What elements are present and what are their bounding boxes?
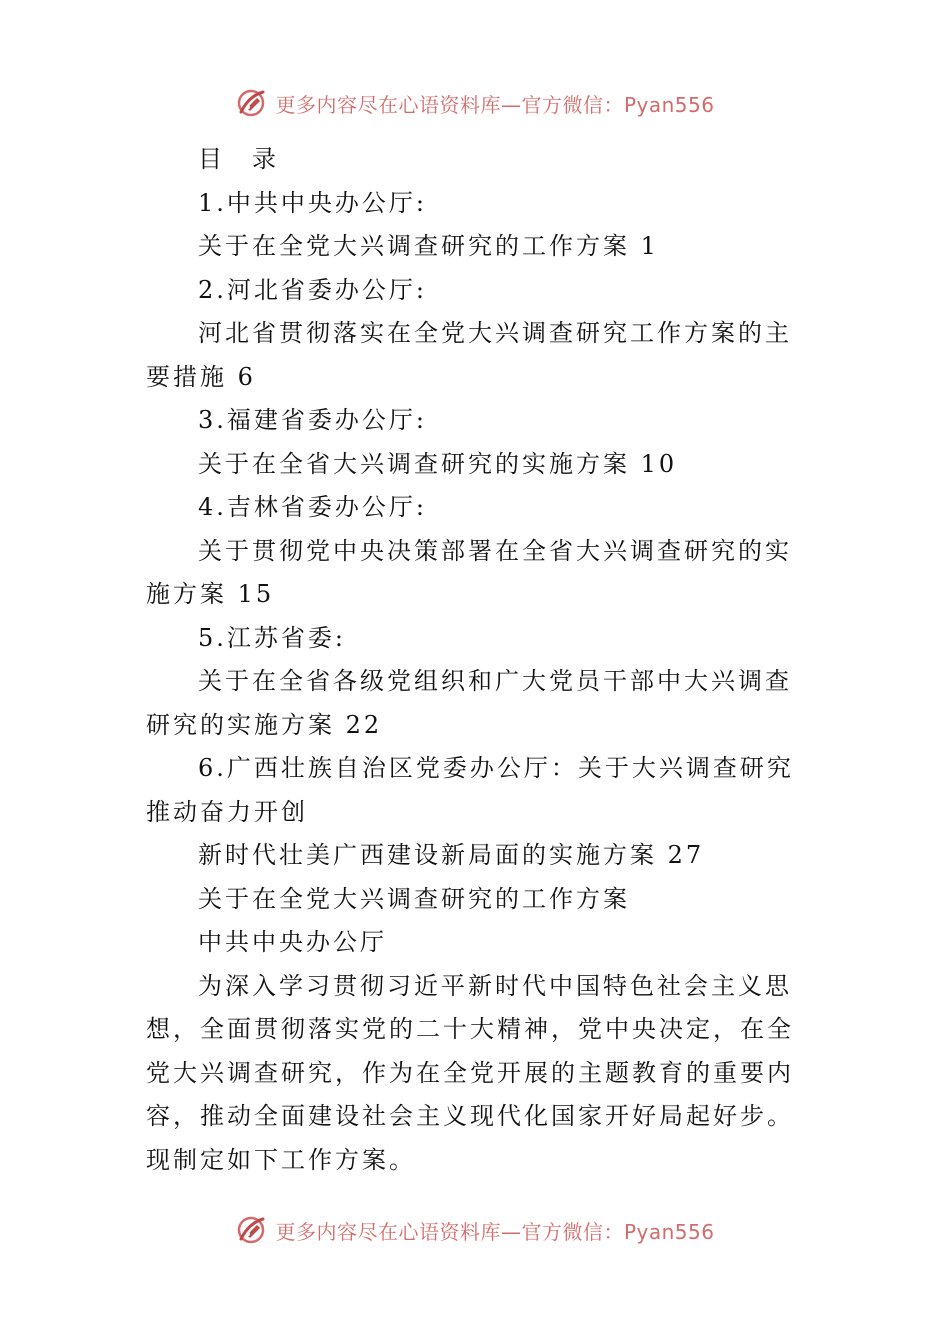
- watermark-text: 更多内容尽在心语资料库—官方微信：Pyan556: [275, 1219, 715, 1244]
- article-paragraph: 为深入学习贯彻习近平新时代中国特色社会主义思想，全面贯彻落实党的二十大精神，党中央决定，在全党大兴调查研究，作为在全党开展的主题教育的重要内容，推动全面建设社会主义现代化国家开好局起好步。现制定如下工作方案。: [146, 971, 794, 1174]
- toc-item-6-line1: 6.广西壮族自治区党委办公厅：关于大兴调查研究推动奋力开创: [146, 754, 794, 826]
- toc-item-6-line2: 新时代壮美广西建设新局面的实施方案 27: [198, 841, 705, 869]
- watermark-text: 更多内容尽在心语资料库—官方微信：Pyan556: [275, 92, 715, 117]
- toc-item-1-org: 1.中共中央办公厅:: [198, 188, 427, 217]
- pen-swirl-logo-icon: [235, 1213, 269, 1247]
- toc-item-5-org: 5.江苏省委:: [198, 623, 346, 652]
- toc-item-5-title: 关于在全省各级党组织和广大党员干部中大兴调查研究的实施方案 22: [146, 667, 792, 739]
- document-body: [146, 138, 806, 1182]
- article-title: 关于在全党大兴调查研究的工作方案: [198, 884, 630, 913]
- toc-item-1-title: 关于在全党大兴调查研究的工作方案 1: [198, 232, 659, 260]
- toc-item-4-title: 关于贯彻党中央决策部署在全省大兴调查研究的实施方案 15: [146, 536, 792, 608]
- toc-heading: 目 录: [198, 145, 279, 173]
- watermark-banner-top: [0, 83, 950, 123]
- toc-item-2-title: 河北省贯彻落实在全党大兴调查研究工作方案的主要措施 6: [146, 319, 792, 391]
- watermark-banner-bottom: [0, 1210, 950, 1250]
- toc-item-4-org: 4.吉林省委办公厅:: [198, 493, 427, 521]
- article-author: 中共中央办公厅: [198, 928, 387, 956]
- toc-item-3-title: 关于在全省大兴调查研究的实施方案 10: [198, 449, 678, 478]
- toc-item-2-org: 2.河北省委办公厅:: [198, 275, 427, 304]
- toc-item-3-org: 3.福建省委办公厅:: [198, 406, 427, 434]
- pen-swirl-logo-icon: [235, 86, 269, 120]
